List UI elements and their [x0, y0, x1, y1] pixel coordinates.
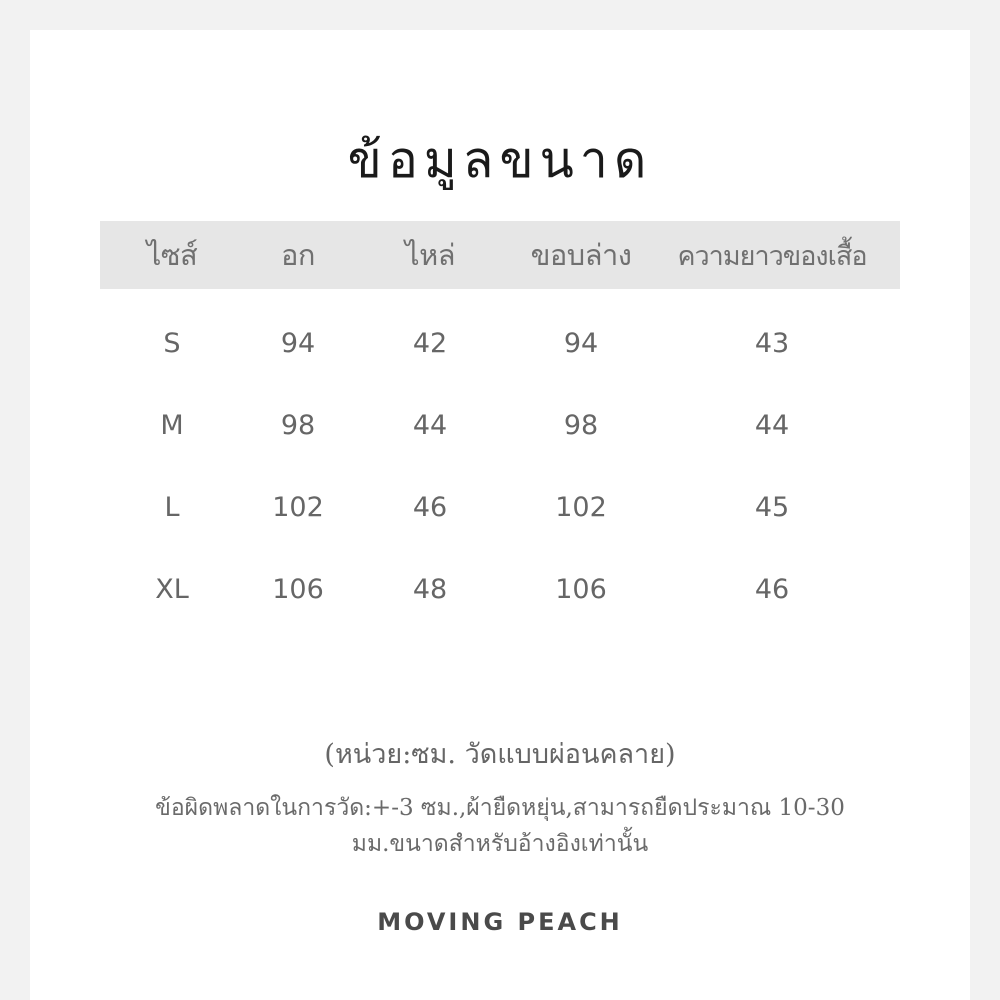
cell-shoulder: 42: [412, 327, 448, 359]
error-note-line-2: มม.ขนาดสำหรับอ้างอิงเท่านั้น: [351, 831, 649, 857]
cell-shoulder: 44: [412, 409, 448, 441]
cell-size: M: [160, 409, 184, 441]
table-header-row: [100, 221, 900, 289]
header-shoulder: ไหล่: [405, 238, 455, 272]
cell-chest: 94: [280, 327, 316, 359]
header-length: ความยาวของเสื้อ: [677, 240, 867, 272]
cell-length: 44: [754, 409, 790, 441]
table-body: [100, 289, 900, 630]
cell-size: XL: [155, 573, 189, 605]
table-row: [100, 302, 900, 384]
page-title: ข้อมูลขนาด: [347, 131, 653, 189]
table-row: [100, 548, 900, 630]
size-table: [100, 221, 900, 630]
cell-size: S: [163, 327, 181, 359]
measurement-error-note: [110, 790, 890, 862]
cell-shoulder: 48: [412, 573, 448, 605]
cell-length: 46: [754, 573, 790, 605]
cell-size: L: [164, 491, 180, 523]
cell-chest: 98: [280, 409, 316, 441]
table-row: [100, 384, 900, 466]
cell-hem: 102: [555, 491, 607, 523]
cell-chest: 102: [272, 491, 324, 523]
error-note-line-1: ข้อผิดพลาดในการวัด:+-3 ซม.,ผ้ายืดหยุ่น,สามารถยืดประมาณ 10-30: [155, 795, 845, 821]
header-chest: อก: [281, 238, 315, 272]
cell-shoulder: 46: [412, 491, 448, 523]
brand-logo: MOVING PEACH: [377, 908, 623, 936]
cell-hem: 94: [563, 327, 599, 359]
header-size: ไซส์: [146, 238, 198, 272]
cell-hem: 106: [555, 573, 607, 605]
cell-length: 45: [754, 491, 790, 523]
cell-length: 43: [754, 327, 790, 359]
cell-chest: 106: [272, 573, 324, 605]
unit-note: (หน่วย:ซม. วัดแบบผ่อนคลาย): [324, 739, 676, 770]
header-hem: ขอบล่าง: [530, 238, 632, 272]
table-row: [100, 466, 900, 548]
size-info-card: [30, 30, 970, 1000]
cell-hem: 98: [563, 409, 599, 441]
